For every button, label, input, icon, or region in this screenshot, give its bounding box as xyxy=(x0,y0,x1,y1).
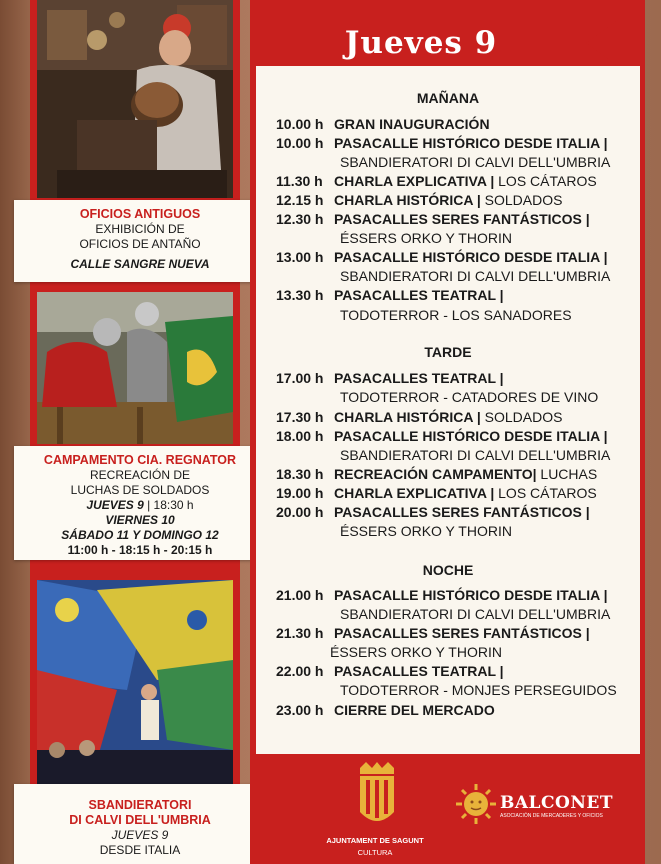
caption-sbandieratori-day: JUEVES 9 xyxy=(111,828,169,842)
event-name: PASACALLES TEATRAL | xyxy=(334,287,504,303)
day-title: Jueves 9 xyxy=(344,25,498,61)
event-row xyxy=(276,172,636,190)
caption-campamento-title: CAMPAMENTO CIA. REGNATOR xyxy=(43,453,237,467)
photo-craftsman xyxy=(37,0,233,198)
caption-oficios-line-1: EXHIBICIÓN DE xyxy=(95,222,185,236)
event-detail: LUCHAS xyxy=(536,466,598,482)
section-noche: NOCHE xyxy=(422,562,474,578)
balconet-sub-label: ASOCIACIÓN DE MERCADERES Y OFICIOS xyxy=(500,813,603,819)
event-name: PASACALLES TEATRAL | xyxy=(334,370,504,386)
caption-campamento-jueves: JUEVES 9 | 18:30 h xyxy=(86,498,194,512)
event-detail: SOLDADOS xyxy=(480,409,563,425)
event-name: PASACALLES TEATRAL | xyxy=(334,663,504,679)
caption-campamento-line-1: RECREACIÓN DE xyxy=(89,468,190,482)
event-time: 12.30 h xyxy=(276,211,324,227)
event-name: PASACALLES SERES FANTÁSTICOS | xyxy=(334,504,590,520)
event-row xyxy=(276,586,636,604)
event-row xyxy=(276,427,636,445)
caption-sbandieratori-title-2: DI CALVI DELL'UMBRIA xyxy=(69,813,211,827)
event-subtitle: TODOTERROR - MONJES PERSEGUIDOS xyxy=(340,682,617,698)
event-row xyxy=(276,503,636,521)
event-subtitle: SBANDIERATORI DI CALVI DELL'UMBRIA xyxy=(340,154,611,170)
event-name: CIERRE DEL MERCADO xyxy=(334,702,495,718)
event-name: PASACALLE HISTÓRICO DESDE ITALIA | xyxy=(334,587,608,603)
section-manana: MAÑANA xyxy=(416,90,480,106)
event-time: 10.00 h xyxy=(276,116,324,132)
caption-sbandieratori-origin: DESDE ITALIA xyxy=(99,843,181,857)
event-time: 11.30 h xyxy=(276,173,323,189)
event-time: 19.00 h xyxy=(276,485,324,501)
caption-oficios-title: OFICIOS ANTIGUOS xyxy=(79,207,201,221)
event-row xyxy=(276,210,636,228)
caption-campamento-sabado: SÁBADO 11 Y DOMINGO 12 xyxy=(61,528,219,542)
event-detail: LOS CÁTAROS xyxy=(494,485,597,501)
event-time: 17.30 h xyxy=(276,409,324,425)
caption-oficios-line-2: OFICIOS DE ANTAÑO xyxy=(79,237,201,251)
event-row xyxy=(276,484,636,502)
event-subtitle: ÉSSERS ORKO Y THORIN xyxy=(330,644,502,660)
event-time: 13.00 h xyxy=(276,249,324,265)
event-name: CHARLA HISTÓRICA | xyxy=(334,192,481,208)
event-name: RECREACIÓN CAMPAMENTO| xyxy=(334,466,537,482)
event-row xyxy=(276,662,636,680)
event-row xyxy=(276,624,636,642)
event-time: 20.00 h xyxy=(276,504,324,520)
caption-campamento-line-2: LUCHAS DE SOLDADOS xyxy=(70,483,210,497)
event-time: 18.30 h xyxy=(276,466,324,482)
caption-campamento-viernes: VIERNES 10 xyxy=(105,513,175,527)
caption-campamento xyxy=(14,446,266,560)
sagunt-crest-icon xyxy=(354,762,400,836)
event-time: 21.00 h xyxy=(276,587,324,603)
event-time: 22.00 h xyxy=(276,663,324,679)
event-name: CHARLA EXPLICATIVA | xyxy=(334,485,495,501)
event-time: 17.00 h xyxy=(276,370,324,386)
photo-knights xyxy=(37,292,233,444)
event-name: GRAN INAUGURACIÓN xyxy=(334,116,490,132)
event-name: PASACALLE HISTÓRICO DESDE ITALIA | xyxy=(334,135,608,151)
caption-sbandieratori-title-1: SBANDIERATORI xyxy=(88,798,192,812)
photo-flag-wavers xyxy=(37,580,233,784)
section-tarde: TARDE xyxy=(424,344,472,360)
event-name: CHARLA EXPLICATIVA | xyxy=(334,173,495,189)
event-row xyxy=(276,191,636,209)
event-time: 21.30 h xyxy=(276,625,324,641)
event-name: PASACALLES SERES FANTÁSTICOS | xyxy=(334,211,590,227)
event-subtitle: SBANDIERATORI DI CALVI DELL'UMBRIA xyxy=(340,447,611,463)
event-row xyxy=(276,248,636,266)
balconet-sun-icon xyxy=(454,782,498,826)
event-row xyxy=(276,286,636,304)
event-detail: SOLDADOS xyxy=(480,192,563,208)
event-subtitle: SBANDIERATORI DI CALVI DELL'UMBRIA xyxy=(340,606,611,622)
event-time: 13.30 h xyxy=(276,287,324,303)
event-row xyxy=(276,465,636,483)
event-row xyxy=(276,408,636,426)
ajuntament-label: AJUNTAMENT DE SAGUNT xyxy=(326,836,424,845)
event-name: PASACALLE HISTÓRICO DESDE ITALIA | xyxy=(334,249,608,265)
event-row xyxy=(276,369,636,387)
event-row xyxy=(276,134,636,152)
event-time: 18.00 h xyxy=(276,428,324,444)
caption-sbandieratori xyxy=(14,784,266,864)
event-name: PASACALLE HISTÓRICO DESDE ITALIA | xyxy=(334,428,608,444)
event-time: 23.00 h xyxy=(276,702,324,718)
event-time: 10.00 h xyxy=(276,135,324,151)
caption-oficios-location: CALLE SANGRE NUEVA xyxy=(70,257,210,271)
event-name: CHARLA HISTÓRICA | xyxy=(334,409,481,425)
ajuntament-sub-label: CULTURA xyxy=(357,848,393,857)
caption-campamento-times: 11:00 h - 18:15 h - 20:15 h xyxy=(67,543,213,557)
balconet-logo-text: BALCONET xyxy=(500,793,613,813)
event-time: 12.15 h xyxy=(276,192,324,208)
event-subtitle: TODOTERROR - LOS SANADORES xyxy=(340,307,572,323)
event-detail: LOS CÁTAROS xyxy=(494,173,597,189)
event-subtitle: ÉSSERS ORKO Y THORIN xyxy=(340,523,512,539)
event-name: PASACALLES SERES FANTÁSTICOS | xyxy=(334,625,590,641)
event-subtitle: ÉSSERS ORKO Y THORIN xyxy=(340,230,512,246)
event-subtitle: SBANDIERATORI DI CALVI DELL'UMBRIA xyxy=(340,268,611,284)
event-subtitle: TODOTERROR - CATADORES DE VINO xyxy=(340,389,599,405)
event-row xyxy=(276,115,636,133)
caption-oficios xyxy=(14,200,266,282)
event-row xyxy=(276,701,636,719)
